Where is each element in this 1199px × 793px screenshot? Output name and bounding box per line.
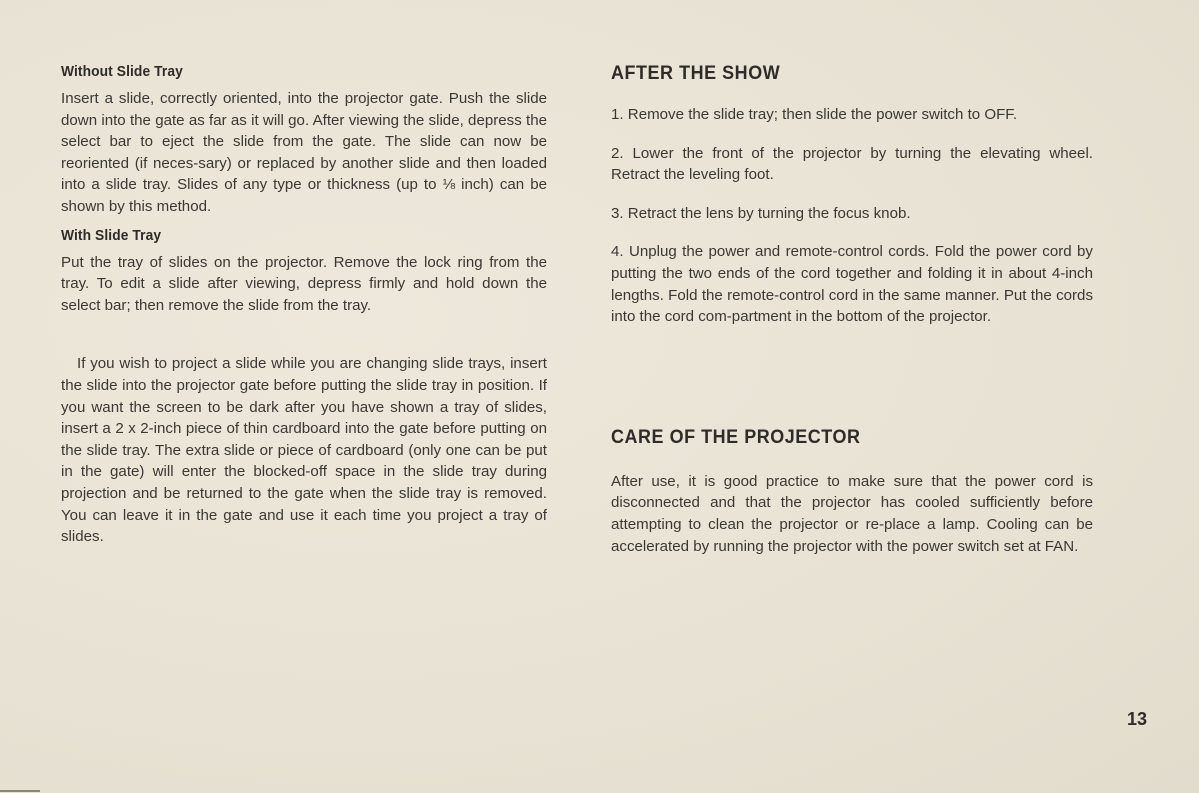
step-number: 4.	[611, 243, 624, 261]
step-2	[611, 143, 1093, 186]
step-4	[611, 241, 1093, 327]
step-text: Remove the slide tray; then slide the power switch to OFF.	[627, 106, 1018, 123]
with-slide-tray-heading: With Slide Tray	[61, 226, 162, 244]
care-of-projector-body: After use, it is good practice to make sure that the power cord is disconnected and that the projector has cooled sufficiently before attempting to clean the projector or re-place a lamp. Cooling can be accelerated by running the projector with the power switch set at FAN.	[611, 472, 1093, 555]
without-slide-tray-heading: Without Slide Tray	[61, 63, 183, 80]
step-text: Unplug the power and remote-control cords. Fold the power cord by putting the two ends of the cord together and folding it in about 4-inch lengths. Fold the remote-control cord in the same manner. Put the cords into the cord com-partment in the bottom of the projector.	[611, 243, 1093, 326]
step-number: 1.	[611, 106, 624, 123]
without-slide-tray-body: Insert a slide, correctly oriented, into the projector gate. Push the slide down into the gate as far as it will go. After viewing the slide, depress the select bar to eject the slide from the gate. The slide can now be reoriented (if neces-sary) or replaced by another slide and then loaded into a slide tray. Slides of any type or thickness (up to ⅛ inch) can be shown by this method.	[61, 90, 547, 215]
step-text: Retract the lens by turning the focus knob.	[627, 204, 911, 222]
with-slide-tray-body: Put the tray of slides on the projector. Remove the lock ring from the tray. To edit a slide after viewing, depress firmly and hold down the select bar; then remove the slide from the tray.	[61, 253, 547, 314]
after-the-show-title: AFTER THE SHOW	[611, 62, 781, 84]
after-the-show-steps	[611, 104, 1093, 328]
step-number: 2.	[611, 144, 624, 162]
step-text: Lower the front of the projector by turning the elevating wheel. Retract the leveling foot.	[611, 144, 1093, 184]
page-number: 13	[1126, 709, 1147, 729]
right-column	[611, 60, 1093, 557]
care-of-projector-title: CARE OF THE PROJECTOR	[611, 425, 861, 448]
page-edge-rule	[0, 790, 40, 792]
slide-change-note: If you wish to project a slide while you are changing slide trays, insert the slide into the projector gate before putting the slide tray in position. If you want the screen to be dark after you have shown a tray of slides, insert a 2 x 2-inch piece of thin cardboard into the gate before putting on the slide tray. The extra slide or piece of cardboard (only one can be put in the gate) will enter the blocked-off space in the slide tray during projection and be returned to the gate when the slide tray is removed. You can leave it in the gate and use it each time you project a tray of slides.	[61, 355, 547, 546]
step-number: 3.	[611, 204, 624, 222]
step-3	[611, 203, 1093, 225]
left-column	[61, 60, 547, 548]
step-1	[611, 104, 1093, 126]
